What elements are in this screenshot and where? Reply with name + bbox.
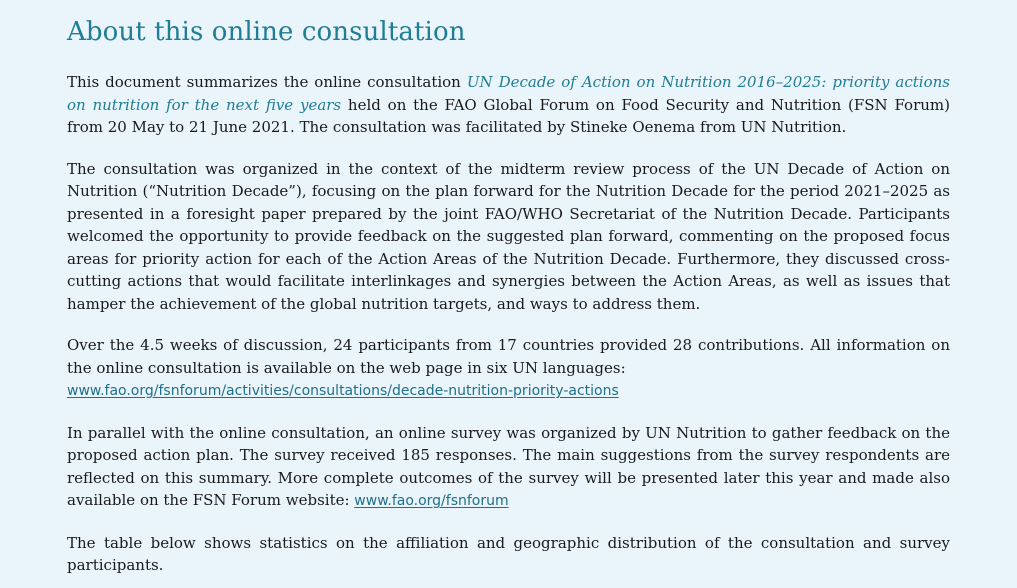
summary-rest-text: held on the FAO Global Forum on Food Security and Nutrition (FSN Forum) from 20 May to 21 June 2021. The consultation was facilitated by Stineke Oenema from UN Nutrition. [67,95,950,136]
participation-text: Over the 4.5 weeks of discussion, 24 participants from 17 countries provided 28 contributions. All information on the online consultation is available on the web page in six UN languages: [67,336,950,377]
fsn-forum-link[interactable]: www.fao.org/fsnforum [354,493,509,509]
paragraph-summary [67,71,950,139]
paragraph-context: The consultation was organized in the context of the midterm review process of the UN Decade of Action on Nutrition (“Nutrition Decade”), focusing on the plan forward for the Nutrition Decade for the period 2021–2025 as presented in a foresight paper prepared by the joint FAO/WHO Secretariat of the Nutrition Decade. Participants welcomed the opportunity to provide feedback on the suggested plan forward, commenting on the proposed focus areas for priority action for each of the Action Areas of the Nutrition Decade. Furthermore, they discussed cross-cutting actions that would facilitate interlinkages and synergies between the Action Areas, as well as issues that hamper the achievement of the global nutrition targets, and ways to address them. [67,159,950,313]
page-title: About this online consultation [67,17,466,47]
paragraph-table-intro: The table below shows statistics on the affiliation and geographic distribution of the consultation and survey participants. [67,533,950,574]
paragraph-participation [67,334,950,403]
summary-intro-text: This document summarizes the online consultation [67,73,467,91]
paragraph-survey [67,422,950,513]
consultation-title-link[interactable]: UN Decade of Action on Nutrition 2016–2025: priority actions on nutrition for the next five years [67,73,950,114]
survey-text: In parallel with the online consultation, an online survey was organized by UN Nutrition to gather feedback on the proposed action plan. The survey received 185 responses. The main suggestions from the survey respondents are reflected on this summary. More complete outcomes of the survey will be presented later this year and made also available on the FSN Forum website: [67,423,950,509]
consultation-page-link[interactable]: www.fao.org/fsnforum/activities/consultations/decade-nutrition-priority-actions [67,383,619,399]
